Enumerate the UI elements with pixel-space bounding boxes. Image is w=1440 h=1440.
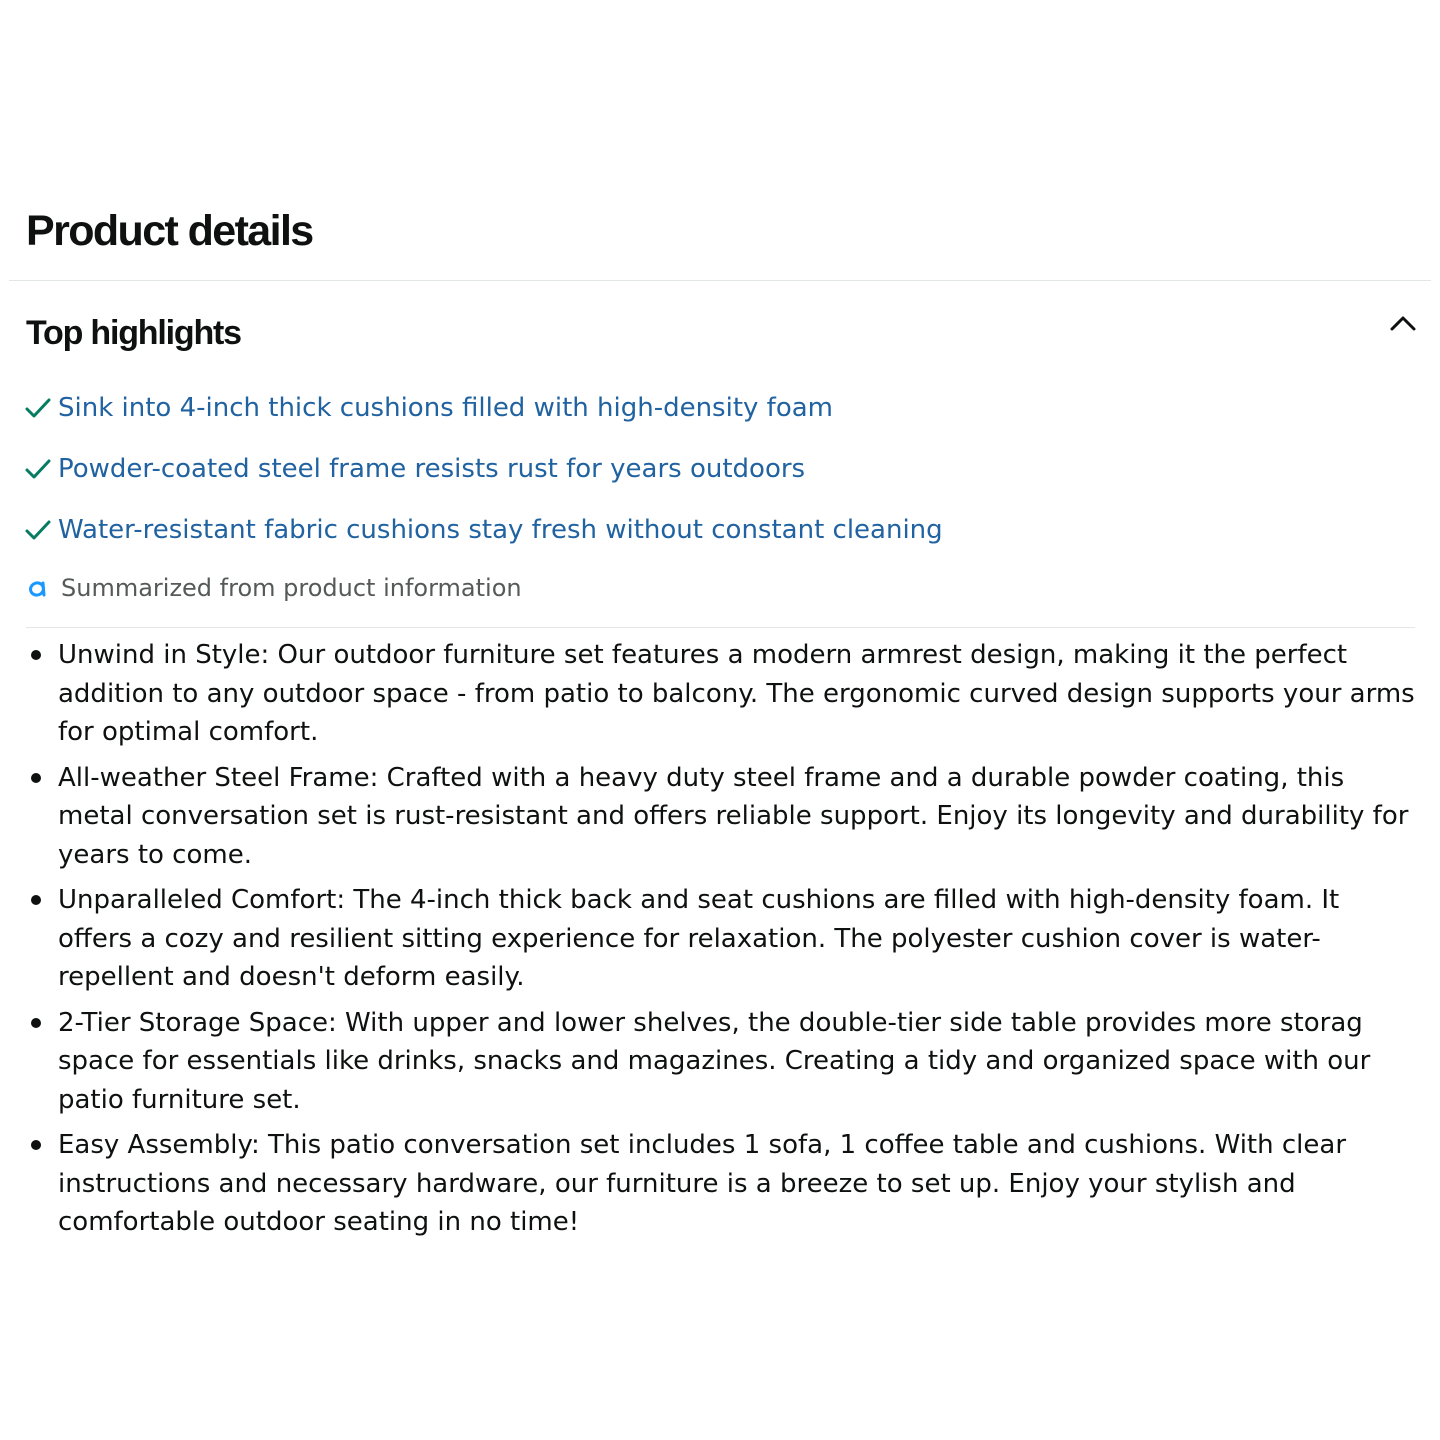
bullet-text: Unparalleled Comfort: The 4-inch thick back and seat cushions are filled with high-density foam. It offers a cozy and resilient sitting experience for relaxation. The polyester cushion cover is water-repellent and doesn't deform easily. (58, 885, 1340, 992)
bullet-text: Easy Assembly: This patio conversation set includes 1 sofa, 1 coffee table and cushions. With clear instructions and necessary hardware, our furniture is a breeze to set up. Enjoy your stylish and comfortable outdoor seating in no time! (58, 1130, 1347, 1237)
bullet-text: All-weather Steel Frame: Crafted with a heavy duty steel frame and a durable powder coating, this metal conversation set is rust-resistant and offers reliable support. Enjoy its longevity and durability for years to come. (58, 762, 1409, 870)
highlight-item[interactable] (24, 447, 943, 491)
ai-sparkle-icon (26, 576, 50, 600)
bullet-dot (31, 895, 41, 905)
bullet-text: 2-Tier Storage Space: With upper and lower shelves, the double-tier side table provides more storag space for essentials like drinks, snacks and magazines. Creating a tidy and organized space with our patio furniture set. (58, 1007, 1371, 1115)
summary-text: Summarized from product information (61, 574, 522, 602)
checkmark-icon (24, 455, 52, 483)
feature-bullets (58, 636, 1418, 1249)
highlights-list (24, 386, 943, 569)
checkmark-icon (24, 394, 52, 422)
page-title: Product details (26, 207, 313, 255)
bullet-dot (31, 773, 41, 783)
bullet-text: Unwind in Style: Our outdoor furniture set features a modern armrest design, making it the perfect addition to any outdoor space - from patio to balcony. The ergonomic curved design supports your arms for optimal comfort. (58, 640, 1415, 747)
highlight-item[interactable] (24, 386, 943, 430)
summary-note (26, 568, 522, 608)
chevron-up-icon[interactable] (1388, 308, 1418, 338)
bullet-dot (31, 1018, 41, 1028)
bullet-dot (31, 1140, 41, 1150)
highlight-item[interactable] (24, 508, 943, 552)
bullet-item (58, 881, 1418, 997)
highlight-text: Sink into 4-inch thick cushions filled with high-density foam (58, 393, 833, 423)
bullet-dot (31, 650, 41, 660)
bullet-item (58, 1126, 1418, 1242)
divider (26, 627, 1415, 628)
bullet-item (58, 759, 1418, 875)
bullet-item (58, 1004, 1418, 1120)
highlight-text: Water-resistant fabric cushions stay fresh without constant cleaning (58, 515, 943, 545)
divider (9, 280, 1431, 281)
section-title: Top highlights (26, 314, 241, 352)
highlight-text: Powder-coated steel frame resists rust for years outdoors (58, 454, 806, 484)
top-highlights-header[interactable] (26, 308, 1418, 358)
checkmark-icon (24, 516, 52, 544)
bullet-item (58, 636, 1418, 752)
